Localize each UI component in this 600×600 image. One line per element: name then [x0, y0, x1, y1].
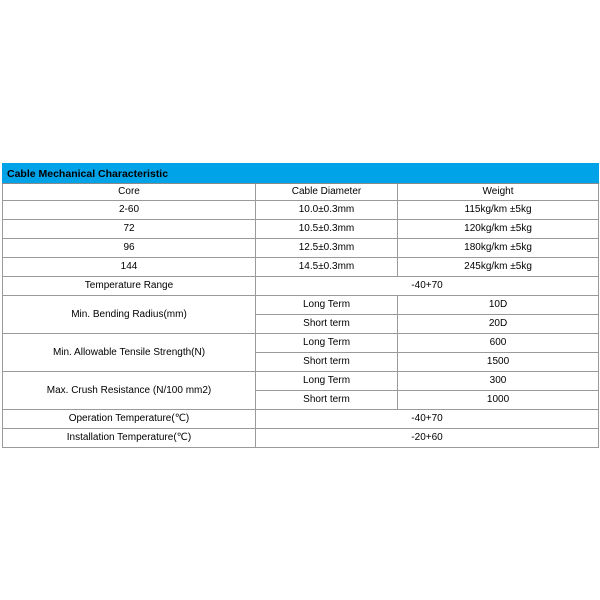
table-title-row: [3, 164, 599, 184]
installation-temperature-row: [3, 429, 599, 448]
installation-temperature-label: Installation Temperature(℃): [3, 429, 256, 448]
core-cell: 72: [3, 220, 256, 239]
tensile-strength-long-value: 600: [398, 334, 599, 353]
operation-temperature-row: [3, 410, 599, 429]
diameter-cell: 10.0±0.3mm: [256, 201, 398, 220]
table-row: [3, 201, 599, 220]
long-term-label: Long Term: [256, 334, 398, 353]
operation-temperature-label: Operation Temperature(℃): [3, 410, 256, 429]
core-cell: 2-60: [3, 201, 256, 220]
bending-radius-long-row: [3, 296, 599, 315]
weight-cell: 245kg/km ±5kg: [398, 258, 599, 277]
column-header-diameter: Cable Diameter: [256, 184, 398, 201]
temperature-range-label: Temperature Range: [3, 277, 256, 296]
short-term-label: Short term: [256, 353, 398, 372]
table-header-row: [3, 184, 599, 201]
short-term-label: Short term: [256, 391, 398, 410]
crush-resistance-short-value: 1000: [398, 391, 599, 410]
table-row: [3, 239, 599, 258]
crush-resistance-label: Max. Crush Resistance (N/100 mm2): [3, 372, 256, 410]
diameter-cell: 14.5±0.3mm: [256, 258, 398, 277]
tensile-strength-label: Min. Allowable Tensile Strength(N): [3, 334, 256, 372]
core-cell: 96: [3, 239, 256, 258]
cable-mechanical-table: [2, 163, 599, 448]
tensile-strength-short-value: 1500: [398, 353, 599, 372]
weight-cell: 115kg/km ±5kg: [398, 201, 599, 220]
bending-radius-label: Min. Bending Radius(mm): [3, 296, 256, 334]
temperature-range-value: -40+70: [256, 277, 599, 296]
tensile-strength-long-row: [3, 334, 599, 353]
long-term-label: Long Term: [256, 372, 398, 391]
table-row: [3, 220, 599, 239]
weight-cell: 120kg/km ±5kg: [398, 220, 599, 239]
long-term-label: Long Term: [256, 296, 398, 315]
short-term-label: Short term: [256, 315, 398, 334]
table-title: Cable Mechanical Characteristic: [3, 164, 599, 184]
operation-temperature-value: -40+70: [256, 410, 599, 429]
bending-radius-short-value: 20D: [398, 315, 599, 334]
table-row: [3, 258, 599, 277]
weight-cell: 180kg/km ±5kg: [398, 239, 599, 258]
diameter-cell: 12.5±0.3mm: [256, 239, 398, 258]
installation-temperature-value: -20+60: [256, 429, 599, 448]
core-cell: 144: [3, 258, 256, 277]
bending-radius-long-value: 10D: [398, 296, 599, 315]
diameter-cell: 10.5±0.3mm: [256, 220, 398, 239]
column-header-weight: Weight: [398, 184, 599, 201]
crush-resistance-long-row: [3, 372, 599, 391]
column-header-core: Core: [3, 184, 256, 201]
crush-resistance-long-value: 300: [398, 372, 599, 391]
temperature-range-row: [3, 277, 599, 296]
